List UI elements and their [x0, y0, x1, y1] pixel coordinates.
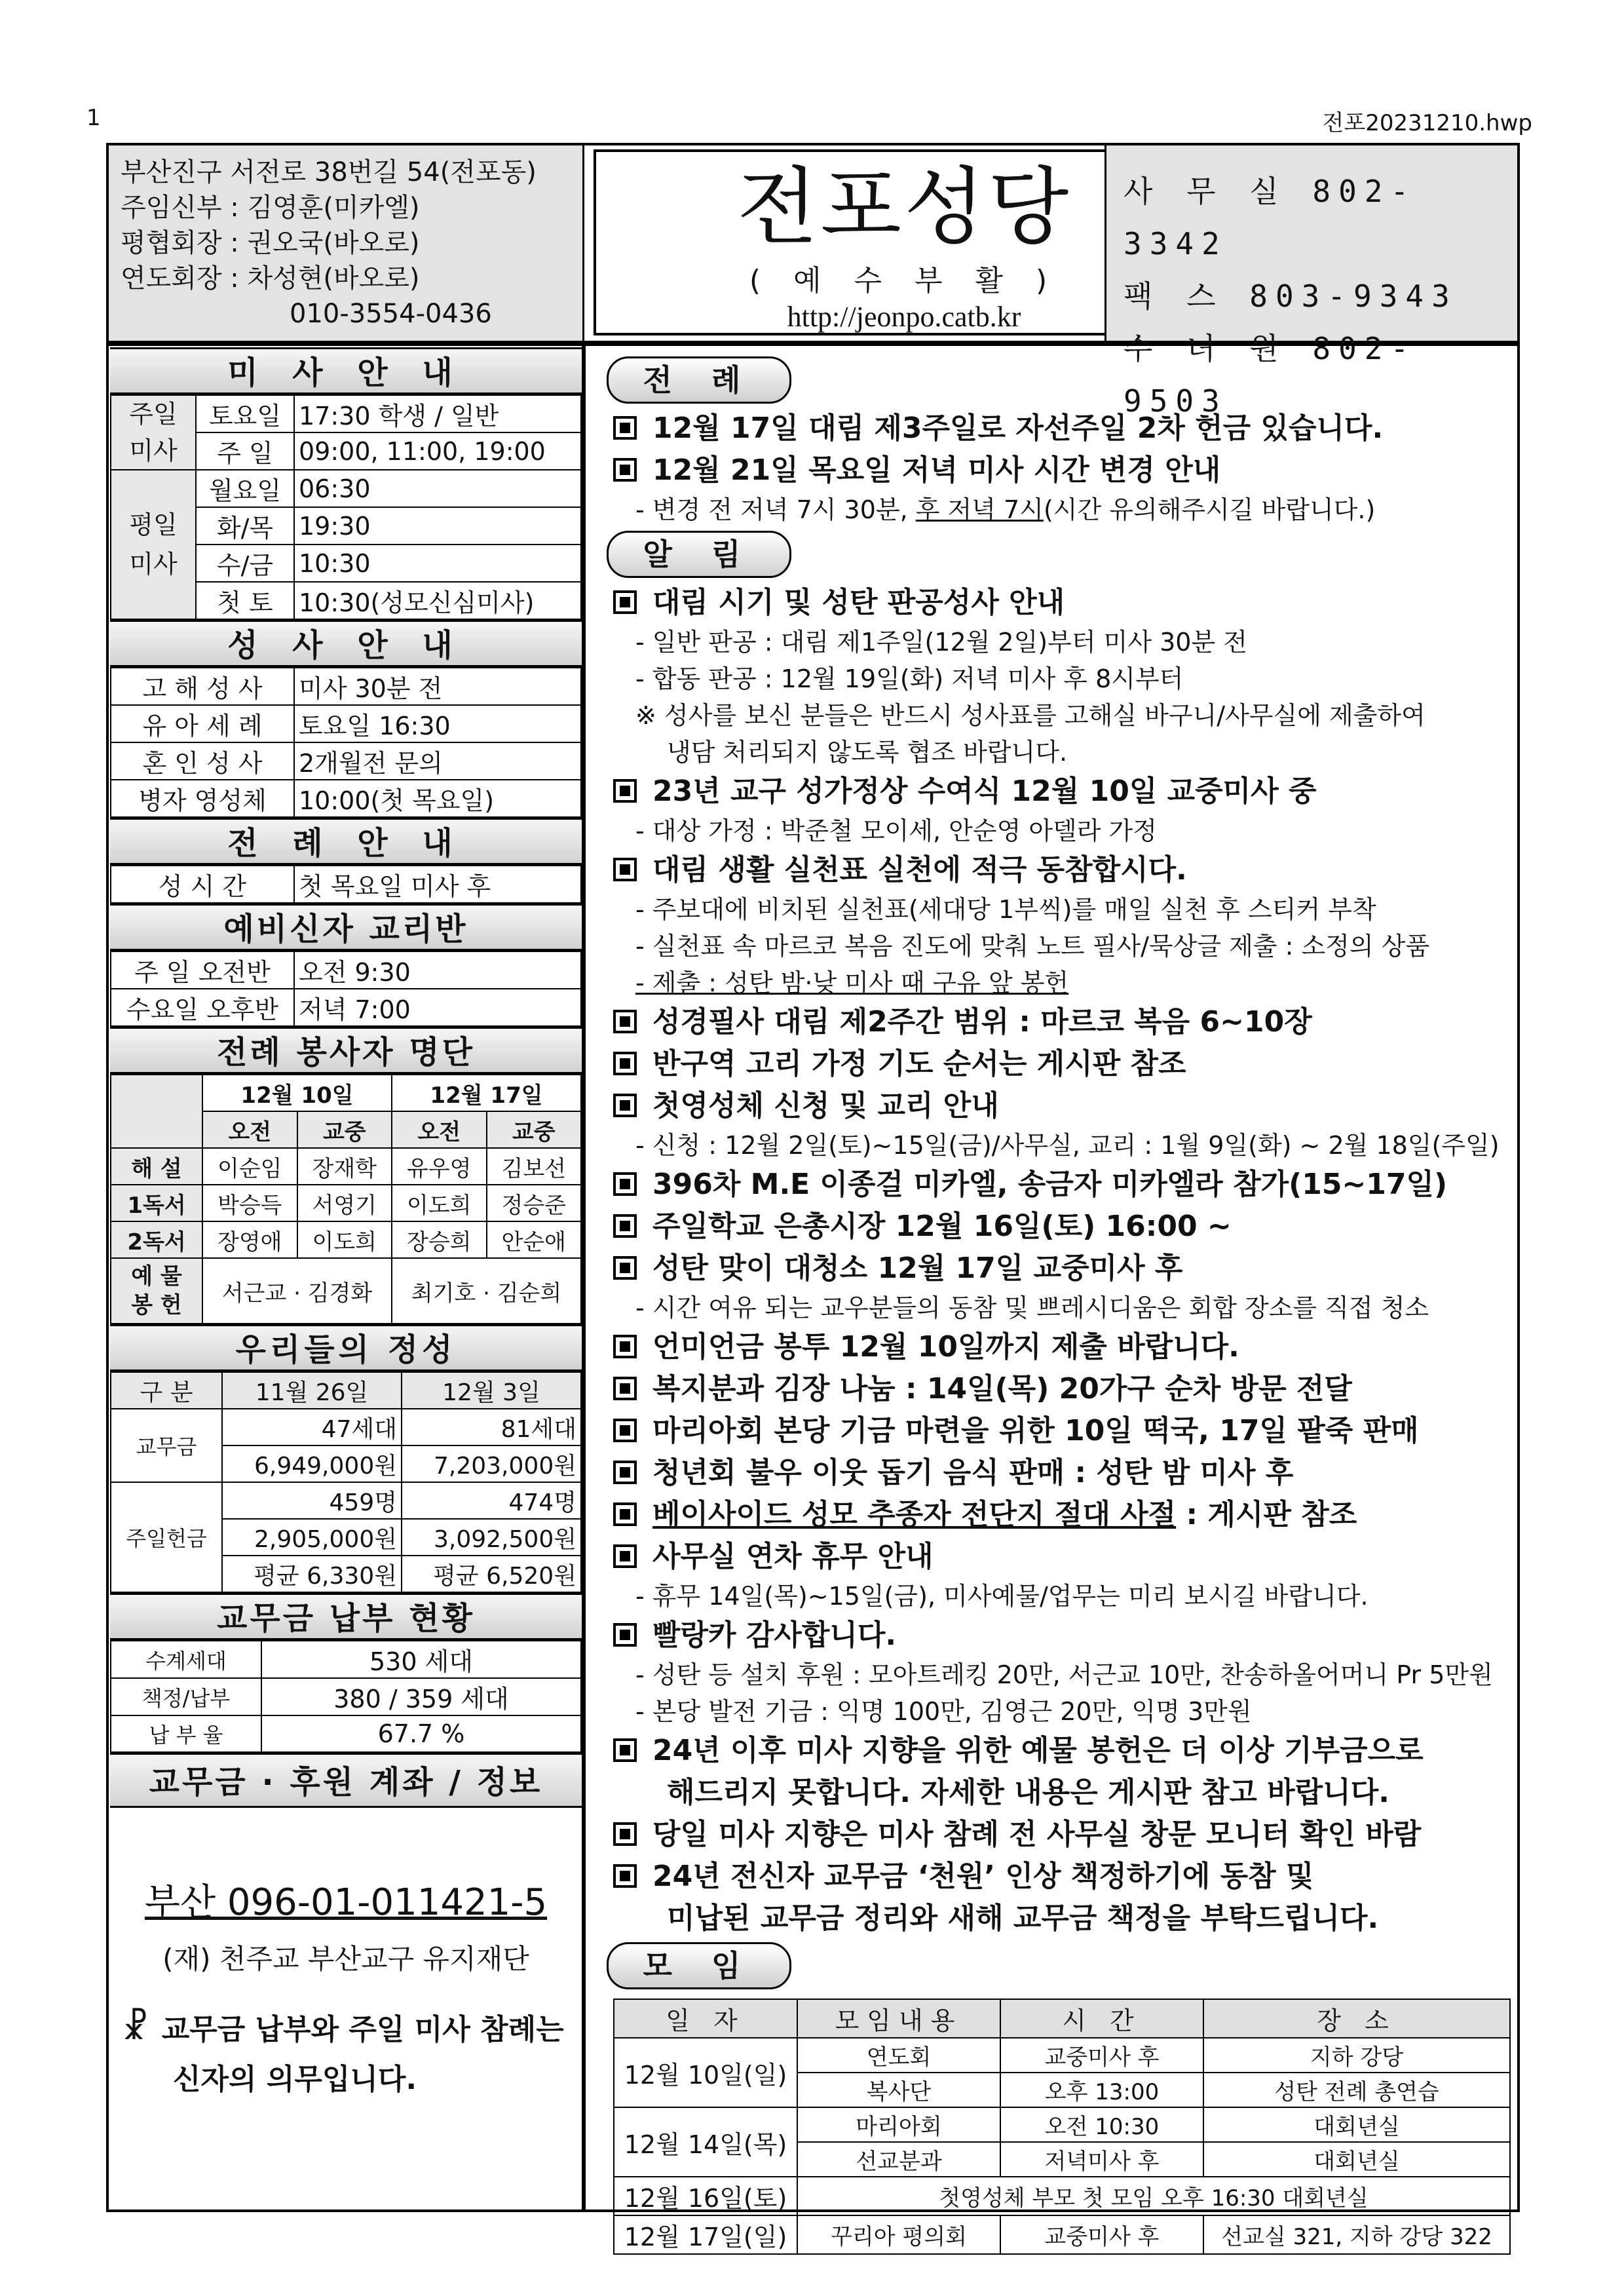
square-bullet-icon [613, 1419, 637, 1442]
meeting-content: 선교분과 [797, 2142, 1000, 2177]
noon-header: 교중 [297, 1111, 392, 1148]
class-time: 오전 9:30 [294, 951, 581, 989]
firstsat-label: 첫 토 [196, 582, 294, 619]
dues-households: 81세대 [402, 1409, 581, 1445]
file-name: 전포20231210.hwp [1322, 110, 1532, 136]
square-bullet-icon [613, 1172, 637, 1196]
sacrament-label: 혼 인 성 사 [111, 742, 294, 780]
server-name: 안순애 [487, 1221, 582, 1258]
notice-text: 첫영성체 신청 및 교리 안내 [652, 1089, 999, 1122]
notice-section-pill: 알 림 [607, 531, 791, 578]
address: 부산진구 서전로 38번길 54(전포동) [121, 157, 537, 187]
notice-item-continued: 해드리지 못합니다. 자세한 내용은 게시판 참고 바랍니다. [667, 1776, 1389, 1809]
square-bullet-icon [613, 458, 637, 482]
account-number: 부산 096-01-011421-5 [144, 1881, 548, 1924]
notice-text: 성경필사 대림 제2주간 범위 : 마르코 복음 6~10장 [652, 1005, 1312, 1039]
class-time: 저녁 7:00 [294, 989, 581, 1026]
meeting-place: 선교실 321, 지하 강당 322 [1203, 2215, 1510, 2254]
sat-label: 토요일 [196, 395, 294, 432]
notice-subitem: - 실천표 속 마르코 복음 진도에 맞춰 노트 필사/묵상글 제출 : 소정의 상품 [635, 932, 1430, 961]
account-info [110, 1834, 582, 1977]
sunday-offering-label: 주일헌금 [111, 1482, 222, 1592]
sacrament-value: 토요일 16:30 [294, 705, 581, 742]
notice-subitem: - 신청 : 12월 2일(토)~15일(금)/사무실, 교리 : 1월 9일(화) ~ 2월 18일(주일) [635, 1131, 1500, 1160]
square-bullet-icon [613, 1214, 637, 1238]
server-name: 김보선 [487, 1148, 582, 1185]
mass-title: 미 사 안 내 [110, 347, 582, 394]
sub-text-underlined: 후 저녁 7시 [915, 495, 1044, 524]
notice-item [596, 1536, 1513, 1578]
council-head: 평협회장 : 권오국(바오로) [121, 228, 420, 258]
notice-item [596, 849, 1513, 891]
sat-time: 17:30 학생 / 일반 [294, 395, 581, 432]
notice-subitem: - 시간 여유 되는 교우분들의 동참 및 쁘레시디움은 회합 장소를 직접 청소 [635, 1293, 1429, 1322]
notice-item [596, 1206, 1513, 1248]
notice-subitem: - 대상 가정 : 박준철 모이세, 안순영 아델라 가정 [635, 816, 1157, 845]
left-column [110, 347, 582, 2105]
notice-item [596, 1814, 1513, 1856]
dues-status-value: 380 / 359 세대 [261, 1678, 581, 1715]
holy-hour-value: 첫 목요일 미사 후 [294, 866, 581, 903]
sun-time: 09:00, 11:00, 19:00 [294, 432, 581, 470]
sacrament-label: 고 해 성 사 [111, 668, 294, 705]
meeting-date: 12월 14일(목) [614, 2107, 797, 2177]
mon-label: 월요일 [196, 470, 294, 507]
meeting-content: 복사단 [797, 2073, 1000, 2107]
liturgy-item [596, 450, 1513, 491]
notice-item [596, 1248, 1513, 1290]
meeting-place: 지하 강당 [1203, 2038, 1510, 2073]
server-role: 해 설 [111, 1148, 202, 1185]
parish-info [109, 145, 584, 341]
meeting-place: 성탄 전례 총연습 [1203, 2073, 1510, 2107]
wedfri-label: 수/금 [196, 545, 294, 582]
sunday-average: 평균 6,330원 [222, 1556, 402, 1592]
dues-status-value: 530 세대 [261, 1641, 581, 1678]
meeting-place: 대회년실 [1203, 2107, 1510, 2142]
notice-item [596, 1368, 1513, 1410]
sacrament-label: 유 아 세 례 [111, 705, 294, 742]
square-bullet-icon [613, 590, 637, 614]
square-bullet-icon [613, 1502, 637, 1526]
notice-text: 마리아회 본당 기금 마련을 위한 10일 떡국, 17일 팥죽 판매 [652, 1414, 1419, 1447]
sacrament-label: 병자 영성체 [111, 780, 294, 817]
notice-subitem: - 휴무 14일(목)~15일(금), 미사예물/업무는 미리 보시길 바랍니다. [635, 1582, 1369, 1611]
liturgy-section-pill: 전 례 [607, 356, 791, 404]
catechumen-title: 예비신자 교리반 [110, 904, 582, 951]
column-divider [582, 345, 586, 2211]
server-name: 이도희 [392, 1185, 487, 1221]
sunday-amount: 2,905,000원 [222, 1519, 402, 1556]
notice-item-continued: 미납된 교무금 정리와 새해 교무금 책정을 부탁드립니다. [667, 1902, 1379, 1935]
duty-line-2: 신자의 의무입니다. [173, 2063, 417, 2096]
firstsat-time: 10:30(성모신심미사) [294, 582, 581, 619]
elder-phone: 010-3554-0436 [290, 299, 492, 329]
meeting-date: 12월 16일(토) [614, 2177, 797, 2215]
server-name: 박승득 [202, 1185, 297, 1221]
notice-text: 24년 전신자 교무금 ‘천원’ 인상 책정하기에 동참 및 [652, 1860, 1314, 1893]
liturgy-item-text: 12월 21일 목요일 저녁 미사 시간 변경 안내 [652, 453, 1221, 487]
elder-head: 연도회장 : 차성현(바오로) [121, 263, 420, 294]
square-bullet-icon [613, 1377, 637, 1400]
notice-text: 청년회 불우 이웃 돕기 음식 판매 : 성탄 밤 미사 후 [652, 1456, 1294, 1489]
weekday-mass-label: 평일 미사 [111, 470, 196, 619]
square-bullet-icon [613, 1738, 637, 1762]
sunday-people: 459명 [222, 1482, 402, 1519]
meeting-time: 저녁미사 후 [1000, 2142, 1203, 2177]
servers-date: 12월 10일 [202, 1075, 392, 1111]
notice-item [596, 1326, 1513, 1368]
meeting-content: 마리아회 [797, 2107, 1000, 2142]
liturgy-item [596, 408, 1513, 450]
church-name: 전포성당 [736, 159, 1072, 256]
square-bullet-icon [613, 1094, 637, 1117]
server-name: 이순임 [202, 1148, 297, 1185]
account-title: 교무금 · 후원 계좌 / 정보 [110, 1753, 582, 1808]
notice-subitem: 냉담 처리되지 않도록 협조 바랍니다. [667, 738, 1068, 767]
square-bullet-icon [613, 1461, 637, 1484]
offertory-names: 서근교 · 김경화 [202, 1258, 392, 1324]
sub-text: - 변경 전 저녁 7시 30분, [635, 495, 916, 524]
am-header: 오전 [202, 1111, 297, 1148]
liturgy-item-text: 12월 17일 대림 제3주일로 자선주일 2차 헌금 있습니다. [652, 411, 1384, 445]
wedfri-time: 10:30 [294, 545, 581, 582]
notice-subitem: - 제출 : 성탄 밤·낮 미사 때 구유 앞 봉헌 [635, 968, 1069, 997]
meeting-time: 교중미사 후 [1000, 2215, 1203, 2254]
offertory-names: 최기호 · 김순희 [392, 1258, 581, 1324]
convent-phone: 수 녀 원 802-9503 [1124, 331, 1417, 419]
tuethu-label: 화/목 [196, 507, 294, 545]
offering-col-label: 구 분 [111, 1372, 222, 1409]
meeting-time: 오전 10:30 [1000, 2107, 1203, 2142]
notice-text: 대림 생활 실천표 실천에 적극 동참합시다. [652, 853, 1187, 887]
dues-status-label: 수계세대 [111, 1641, 261, 1678]
notice-item [596, 1856, 1513, 1898]
square-bullet-icon [613, 779, 637, 803]
notice-text: 주일학교 은총시장 12월 16일(토) 16:00 ~ [652, 1210, 1232, 1243]
notice-text: 복지분과 김장 나눔 : 14일(목) 20가구 순차 방문 전달 [652, 1372, 1352, 1406]
square-bullet-icon [613, 1864, 637, 1888]
catechumen-table [110, 951, 582, 1027]
offering-table [110, 1371, 582, 1593]
dues-label: 교무금 [111, 1409, 222, 1482]
dues-households: 47세대 [222, 1409, 402, 1445]
square-bullet-icon [613, 1010, 637, 1033]
noon-header: 교중 [487, 1111, 582, 1148]
server-name: 장승희 [392, 1221, 487, 1258]
contact-numbers [1105, 145, 1517, 419]
square-bullet-icon [613, 858, 637, 881]
dues-status-table [110, 1640, 582, 1753]
meeting-section-pill: 모 임 [607, 1942, 791, 1989]
servers-table [110, 1074, 582, 1324]
notice-item [596, 1001, 1513, 1043]
church-url[interactable]: http://jeonpo.catb.kr [787, 301, 1021, 333]
sunday-mass-label: 주일 미사 [111, 395, 196, 470]
church-subtitle: ( 예 수 부 활 ) [749, 264, 1059, 297]
server-role: 2독서 [111, 1221, 202, 1258]
dues-status-value: 67.7 % [261, 1715, 581, 1752]
servers-title: 전례 봉사자 명단 [110, 1027, 582, 1074]
server-name: 장재학 [297, 1148, 392, 1185]
notice-text: 396차 M.E 이종걸 미카엘, 송금자 미카엘라 참가(15~17일) [652, 1168, 1448, 1201]
notice-subitem: - 일반 판공 : 대림 제1주일(12월 2일)부터 미사 30분 전 [635, 628, 1247, 657]
square-bullet-icon [613, 1052, 637, 1075]
sun-label: 주 일 [196, 432, 294, 470]
notice-subitem: - 본당 발전 기금 : 익명 100만, 김영근 20만, 익명 3만원 [635, 1697, 1252, 1726]
dues-amount: 6,949,000원 [222, 1445, 402, 1482]
meeting-table [613, 1999, 1511, 2255]
dues-amount: 7,203,000원 [402, 1445, 581, 1482]
notice-item [596, 1730, 1513, 1772]
notice-text-underlined: 베이사이드 성모 추종자 전단지 절대 사절 [652, 1498, 1177, 1531]
liturgy-table [110, 865, 582, 904]
mass-table [110, 394, 582, 620]
notice-item [596, 1043, 1513, 1085]
servers-date: 12월 17일 [392, 1075, 581, 1111]
notice-subitem: - 주보대에 비치된 실천표(세대당 1부씩)를 매일 실천 후 스티커 부착 [635, 895, 1376, 924]
notice-item [596, 582, 1513, 624]
right-column [596, 354, 1513, 2255]
notice-text: 당일 미사 지향은 미사 참례 전 사무실 창문 모니터 확인 바람 [652, 1818, 1422, 1851]
office-phone: 사 무 실 802-3342 [1124, 174, 1417, 261]
notice-subitem: - 합동 판공 : 12월 19일(화) 저녁 미사 후 8시부터 [635, 664, 1184, 693]
notice-text: 언미언금 봉투 12월 10일까지 제출 바랍니다. [652, 1330, 1239, 1364]
square-bullet-icon [613, 1822, 637, 1846]
holy-hour-label: 성 시 간 [111, 866, 294, 903]
sacrament-table [110, 667, 582, 818]
offertory-role: 예 물 봉 헌 [111, 1258, 202, 1324]
notice-subitem: ※ 성사를 보신 분들은 반드시 성사표를 고해실 바구니/사무실에 제출하여 [635, 701, 1426, 730]
dues-status-title: 교무금 납부 현황 [110, 1593, 582, 1640]
server-name: 유우영 [392, 1148, 487, 1185]
server-name: 정승준 [487, 1185, 582, 1221]
notice-text: 성탄 맞이 대청소 12월 17일 교중미사 후 [652, 1252, 1183, 1285]
notice-text: 23년 교구 성가정상 수여식 12월 10일 교중미사 중 [652, 775, 1317, 808]
servers-corner [111, 1075, 202, 1148]
meeting-header-place: 장 소 [1203, 1999, 1510, 2038]
server-name: 장영애 [202, 1221, 297, 1258]
sacrament-value: 2개월전 문의 [294, 742, 581, 780]
sacrament-title: 성 사 안 내 [110, 620, 582, 667]
dues-status-label: 책정/납부 [111, 1678, 261, 1715]
notice-text: 빨랑카 감사합니다. [652, 1618, 897, 1652]
sacrament-value: 10:00(첫 목요일) [294, 780, 581, 817]
square-bullet-icon [613, 1256, 637, 1280]
offering-date: 12월 3일 [402, 1372, 581, 1409]
mon-time: 06:30 [294, 470, 581, 507]
meeting-content: 꾸리아 평의회 [797, 2215, 1000, 2254]
meeting-time: 오후 13:00 [1000, 2073, 1203, 2107]
meeting-header-content: 모임내용 [797, 1999, 1000, 2038]
notice-text: 대림 시기 및 성탄 판공성사 안내 [652, 586, 1065, 619]
sunday-amount: 3,092,500원 [402, 1519, 581, 1556]
meeting-date: 12월 17일(일) [614, 2215, 797, 2254]
notice-text: 24년 이후 미사 지향을 위한 예물 봉헌은 더 이상 기부금으로 [652, 1734, 1424, 1767]
meeting-date: 12월 10일(일) [614, 2038, 797, 2107]
server-name: 서영기 [297, 1185, 392, 1221]
notice-item [596, 1494, 1513, 1536]
account-org: (재) 천주교 부산교구 유지재단 [162, 1943, 529, 1975]
sub-text: (시간 유의해주시길 바랍니다.) [1043, 495, 1376, 524]
square-bullet-icon [613, 1544, 637, 1568]
notice-item [596, 1410, 1513, 1452]
liturgy-title: 전 례 안 내 [110, 818, 582, 865]
notice-item [596, 1615, 1513, 1656]
notice-text: 사무실 연차 휴무 안내 [652, 1540, 934, 1573]
notice-item [596, 771, 1513, 813]
server-name: 이도희 [297, 1221, 392, 1258]
meeting-header-time: 시 간 [1000, 1999, 1203, 2038]
am-header: 오전 [392, 1111, 487, 1148]
notice-text: 반구역 고리 가정 기도 순서는 게시판 참조 [652, 1047, 1186, 1081]
page-number: 1 [86, 105, 101, 131]
meeting-place: 대회년실 [1203, 2142, 1510, 2177]
sunday-average: 평균 6,520원 [402, 1556, 581, 1592]
chi-rho-icon: ☧ [122, 2008, 149, 2048]
offering-title: 우리들의 정성 [110, 1324, 582, 1371]
notice-item [596, 1085, 1513, 1127]
meeting-time: 교중미사 후 [1000, 2038, 1203, 2073]
liturgy-subitem [596, 491, 1513, 528]
sunday-people: 474명 [402, 1482, 581, 1519]
pastor: 주임신부 : 김영훈(미카엘) [121, 193, 420, 223]
offering-date: 11월 26일 [222, 1372, 402, 1409]
notice-item [596, 1452, 1513, 1494]
duty-line-1: 교무금 납부와 주일 미사 참례는 [161, 2013, 564, 2046]
class-label: 수요일 오후반 [111, 989, 294, 1026]
tuethu-time: 19:30 [294, 507, 581, 545]
meeting-content: 연도회 [797, 2038, 1000, 2073]
dues-status-label: 납 부 율 [111, 1715, 261, 1752]
class-label: 주 일 오전반 [111, 951, 294, 989]
square-bullet-icon [613, 416, 637, 440]
server-role: 1독서 [111, 1185, 202, 1221]
meeting-content: 첫영성체 부모 첫 모임 오후 16:30 대회년실 [797, 2177, 1510, 2215]
square-bullet-icon [613, 1623, 637, 1647]
square-bullet-icon [613, 1335, 637, 1358]
notice-item [596, 1164, 1513, 1206]
notice-subitem: - 성탄 등 설치 후원 : 모아트레킹 20만, 서근교 10만, 찬송하올어머니 Pr 5만원 [635, 1660, 1493, 1689]
duty-note [110, 2003, 582, 2105]
meeting-header-date: 일 자 [614, 1999, 797, 2038]
sacrament-value: 미사 30분 전 [294, 668, 581, 705]
fax-number: 팩 스 803-9343 [1124, 278, 1458, 314]
notice-text: : 게시판 참조 [1176, 1498, 1357, 1531]
